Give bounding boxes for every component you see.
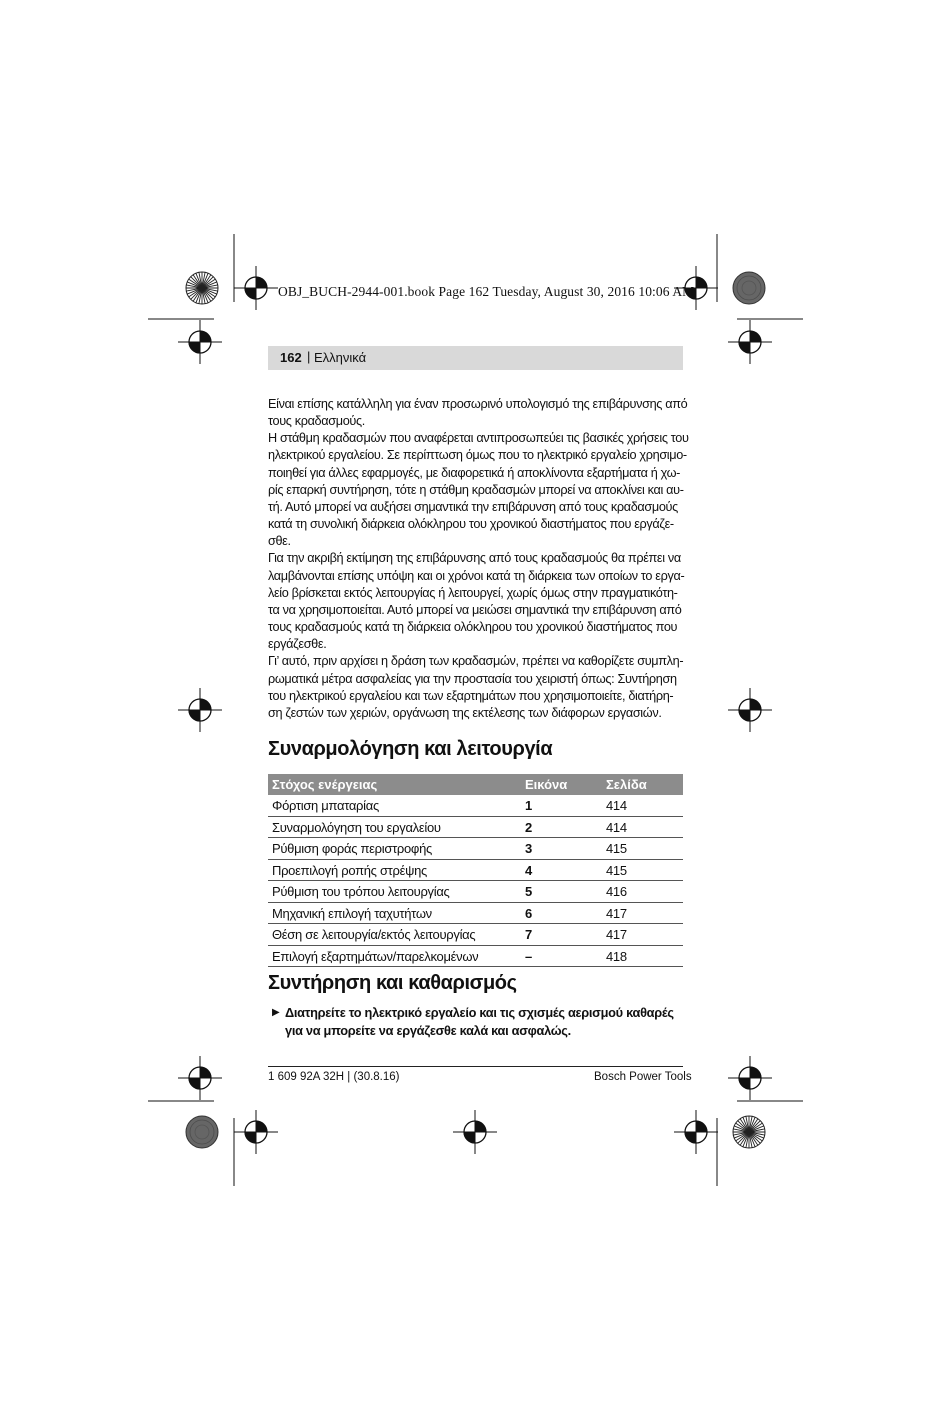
header-separator: |: [307, 349, 311, 364]
body-line: τα να χρησιμοποιείται. Αυτό μπορεί να μειώσει σημαντικά την επιβάρυνση από: [268, 602, 682, 617]
cell-page: 417: [606, 905, 627, 921]
cell-figure: 1: [525, 798, 532, 813]
body-line: ρίς επαρκή συντήρηση, τότε η στάθμη κραδασμών μπορεί να αποκλίνει και αυ-: [268, 482, 684, 497]
body-line: Η στάθμη κραδασμών που αναφέρεται αντιπροσωπεύει τις βασικές χρήσεις του: [268, 431, 689, 446]
cell-figure: 7: [525, 927, 532, 942]
cell-figure: 3: [525, 841, 532, 856]
cell-figure: 5: [525, 884, 532, 899]
body-line: σθε.: [268, 534, 291, 549]
page-number: 162: [280, 350, 302, 365]
table-row: [268, 924, 683, 946]
body-line: ποιηθεί για άλλες εφαρμογές, με διαφορετικά ή αποκλίνοντα εξαρτήματα ή χω-: [268, 465, 681, 480]
cell-goal: Ρύθμιση του τρόπου λειτουργίας: [272, 884, 450, 899]
cell-page: 416: [606, 884, 627, 899]
cell-figure: 2: [525, 819, 532, 835]
bullet-line: για να μπορείτε να εργάζεσθε καλά και ασφαλώς.: [285, 1022, 571, 1038]
cell-goal: Προεπιλογή ροπής στρέψης: [272, 862, 427, 878]
body-line: Για την ακριβή εκτίμηση της επιβάρυνσης από τους κραδασμούς θα πρέπει να: [268, 551, 681, 566]
body-line: λαμβάνονται επίσης υπόψη και οι χρόνοι κατά τη διάρκεια των οποίων το εργα-: [268, 568, 685, 583]
table-header-row: [268, 774, 683, 795]
cell-page: 414: [606, 798, 627, 813]
cell-goal: Θέση σε λειτουργία/εκτός λειτουργίας: [272, 927, 476, 942]
cell-goal: Φόρτιση μπαταρίας: [272, 798, 379, 813]
table-row: [268, 838, 683, 860]
table-row: [268, 795, 683, 817]
body-line: τους κραδασμούς.: [268, 414, 365, 429]
bullet-arrow-icon: ▶: [272, 1007, 280, 1018]
section-title-assembly: Συναρμολόγηση και λειτουργία: [268, 738, 553, 760]
footer-doc-code: 1 609 92A 32H | (30.8.16): [268, 1071, 400, 1083]
bullet-text: [285, 1004, 685, 1039]
column-header-figure: Εικόνα: [525, 777, 568, 792]
table-row: [268, 860, 683, 882]
cell-goal: Επιλογή εξαρτημάτων/παρελκομένων: [272, 948, 479, 964]
cell-figure: 6: [525, 905, 532, 921]
cell-page: 415: [606, 862, 627, 878]
cell-figure: 4: [525, 862, 532, 878]
footer-divider: [268, 1066, 683, 1067]
language-label: Ελληνικά: [314, 350, 367, 365]
body-line: ρωματικά μέτρα ασφαλείας για την προστασία του χειριστή όπως: Συντήρηση: [268, 671, 677, 686]
body-line: εργάζεσθε.: [268, 637, 327, 652]
cell-page: 414: [606, 819, 627, 835]
cell-page: 415: [606, 841, 627, 856]
body-paragraphs: [268, 396, 689, 722]
cell-page: 418: [606, 948, 627, 964]
column-header-page: Σελίδα: [606, 777, 647, 792]
cell-goal: Ρύθμιση φοράς περιστροφής: [272, 841, 432, 856]
table-row: [268, 817, 683, 839]
body-line: τους κραδασμούς κατά τη διάρκεια ολόκληρου του χρονικού διαστήματος που: [268, 620, 678, 635]
body-line: Γι’ αυτό, πριν αρχίσει η δράση των κραδασμών, πρέπει να καθορίζετε συμπλη-: [268, 654, 684, 669]
body-line: λείο βρίσκεται εκτός λειτουργίας ή λειτουργεί, χωρίς όμως στην πραγματικότη-: [268, 585, 678, 600]
body-line: του ηλεκτρικού εργαλείου και των εξαρτημάτων που χρησιμοποιείτε, διατήρη-: [268, 688, 674, 703]
footer-brand: Bosch Power Tools: [594, 1071, 692, 1083]
body-line: κατά τη συνολική διάρκεια ολόκληρου του χρονικού διαστήματος που εργάζε-: [268, 517, 674, 532]
body-line: Είναι επίσης κατάλληλη για έναν προσωρινό υπολογισμό της επιβάρυνσης από: [268, 397, 688, 411]
cell-goal: Μηχανική επιλογή ταχυτήτων: [272, 905, 432, 921]
table-row: [268, 903, 683, 925]
bullet-line: Διατηρείτε το ηλεκτρικό εργαλείο και τις σχισμές αερισμού καθαρές: [285, 1005, 674, 1020]
book-file-header: OBJ_BUCH-2944-001.book Page 162 Tuesday, August 30, 2016 10:06 AM: [278, 284, 695, 299]
body-line: ηλεκτρικού εργαλείου. Σε περίπτωση όμως που το ηλεκτρικό εργαλείο χρησιμο-: [268, 448, 687, 463]
column-header-goal: Στόχος ενέργειας: [272, 777, 378, 792]
section-title-maintenance: Συντήρηση και καθαρισμός: [268, 972, 517, 994]
cell-figure: –: [525, 948, 532, 964]
table-row: [268, 881, 683, 903]
table-row: [268, 946, 683, 968]
cell-page: 417: [606, 927, 627, 942]
operation-table: [268, 774, 683, 967]
body-line: τή. Αυτό μπορεί να αυξήσει σημαντικά την επιβάρυνση από τους κραδασμούς: [268, 499, 678, 514]
page-header-bar: [268, 346, 683, 370]
cell-goal: Συναρμολόγηση του εργαλείου: [272, 819, 441, 835]
body-line: ση ζεστών των χεριών, οργάνωση της εκτέλεσης των διάφορων εργασιών.: [268, 705, 662, 720]
